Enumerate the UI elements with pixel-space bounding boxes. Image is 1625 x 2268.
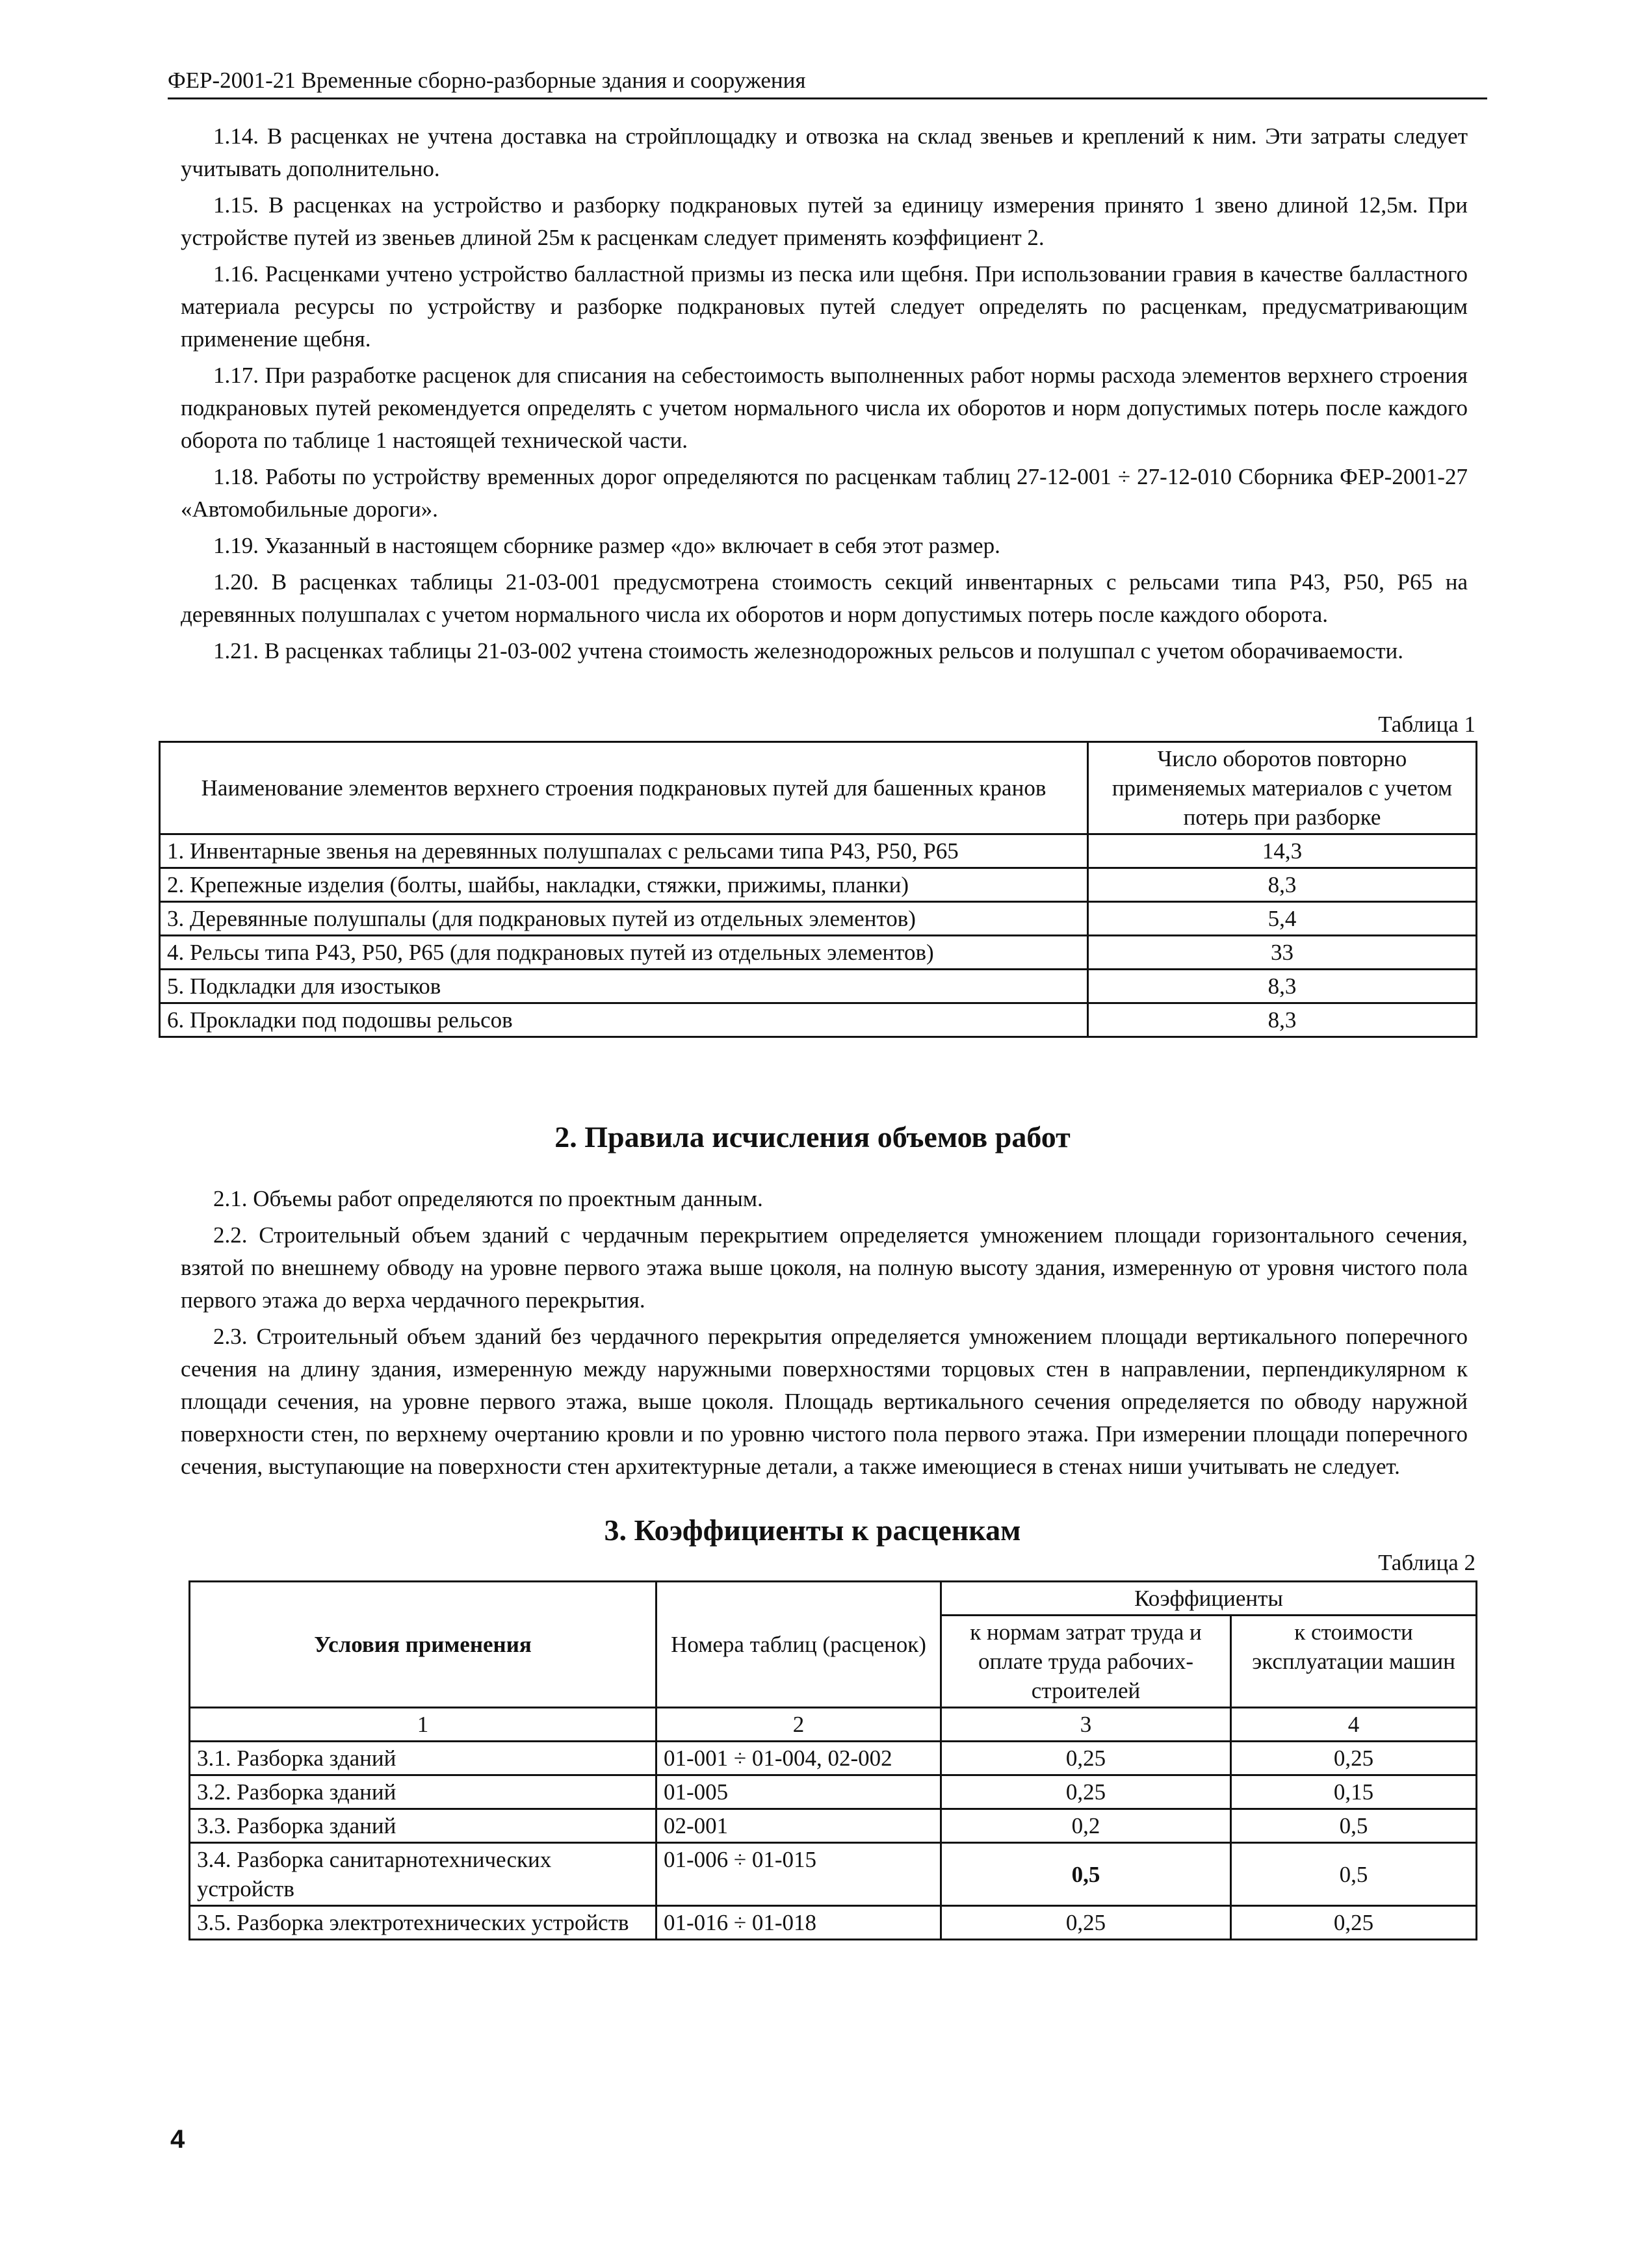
table1-header-value: Число оборотов повторно применяемых материалов с учетом потерь при разборке [1088, 742, 1477, 834]
table-2 [188, 1580, 1477, 1940]
table1-cell-value: 5,4 [1088, 902, 1477, 936]
table2-cell-condition: 3.3. Разборка зданий [190, 1809, 656, 1843]
table1-cell-name: 6. Прокладки под подошвы рельсов [160, 1003, 1088, 1037]
table2-header-row [190, 1582, 1477, 1616]
section-2-paragraphs [181, 1183, 1468, 1487]
paragraph-1-15: 1.15. В расценках на устройство и разборку подкрановых путей за единицу измерения принято 1 звено длиной 12,5м. При устройстве путей из звеньев длиной 25м к расценкам следует применять коэффициент 2. [181, 192, 1468, 250]
table1-cell-value: 8,3 [1088, 868, 1477, 902]
table-row [160, 1003, 1477, 1037]
table2-cell-machines: 0,25 [1231, 1742, 1477, 1775]
paragraph-1-21: 1.21. В расценках таблицы 21-03-002 учтена стоимость железнодорожных рельсов и полушпал с учетом оборачиваемости. [213, 638, 1404, 664]
table2-cell-tables: 02-001 [656, 1809, 941, 1843]
table1-cell-value: 8,3 [1088, 970, 1477, 1003]
table-1 [159, 741, 1477, 1038]
table1-cell-value: 8,3 [1088, 1003, 1477, 1037]
paragraph-1-18: 1.18. Работы по устройству временных дорог определяются по расценкам таблиц 27-12-001 ÷ 27-12-010 Сборника ФЕР-2001-27 «Автомобильные дороги». [181, 464, 1468, 522]
table2-numbering-row [190, 1708, 1477, 1742]
table2-cell-condition: 3.2. Разборка зданий [190, 1775, 656, 1809]
table1-header-row [160, 742, 1477, 834]
table-row [190, 1775, 1477, 1809]
paragraph-1-14: 1.14. В расценках не учтена доставка на стройплощадку и отвозка на склад звеньев и креплений к ним. Эти затраты следует учитывать дополнительно. [181, 123, 1468, 181]
section-3-title: 3. Коэффициенты к расценкам [604, 1514, 1021, 1547]
section-2-title: 2. Правила исчисления объемов работ [554, 1120, 1071, 1153]
paragraph-2-2: 2.2. Строительный объем зданий с чердачным перекрытием определяется умножением площади горизонтального сечения, взятой по внешнему обводу на уровне первого этажа выше цоколя, на полную высоту здания, измеренную от уровня чистого пола первого этажа до верха чердачного перекрытия. [181, 1222, 1468, 1313]
table2-cell-labor: 0,25 [941, 1906, 1231, 1940]
table-row [190, 1809, 1477, 1843]
table2-col-number: 1 [190, 1708, 656, 1742]
table2-cell-labor: 0,25 [941, 1775, 1231, 1809]
table2-cell-tables: 01-001 ÷ 01-004, 02-002 [656, 1742, 941, 1775]
table2-cell-tables: 01-006 ÷ 01-015 [656, 1843, 941, 1906]
table-row [190, 1906, 1477, 1940]
table-row [160, 936, 1477, 970]
paragraph-2-3: 2.3. Строительный объем зданий без чердачного перекрытия определяется умножением площади вертикального поперечного сечения на длину здания, измеренную между наружными поверхностями торцовых стен в направлении, перпендикулярном к площади сечения, на уровне первого этажа, выше цоколя. Площадь вертикального сечения определяется по обводу наружной поверхности стен, по верхнему очертанию кровли и по уровню чистого пола первого этажа. При измерении площади поперечного сечения, выступающие на поверхности стен архитектурные детали, а также имеющиеся в стенах ниши учитывать не следует. [181, 1324, 1468, 1479]
table-row [160, 902, 1477, 936]
table2-header-tables: Номера таблиц (расценок) [656, 1582, 941, 1708]
table2-cell-labor: 0,5 [941, 1843, 1231, 1906]
paragraph-2-1: 2.1. Объемы работ определяются по проектным данным. [213, 1186, 763, 1211]
table1-header-name: Наименование элементов верхнего строения подкрановых путей для башенных кранов [160, 742, 1088, 834]
table2-cell-condition: 3.4. Разборка санитарнотехнических устройств [190, 1843, 656, 1906]
table2-cell-machines: 0,5 [1231, 1843, 1477, 1906]
table1-cell-value: 14,3 [1088, 834, 1477, 868]
table-row [190, 1843, 1477, 1906]
table2-header-labor: к нормам затрат труда и оплате труда рабочих-строителей [941, 1616, 1231, 1708]
table2-cell-machines: 0,25 [1231, 1906, 1477, 1940]
paragraph-1-17: 1.17. При разработке расценок для списания на себестоимость выполненных работ нормы расхода элементов верхнего строения подкрановых путей рекомендуется определять с учетом нормального числа их оборотов и норм допустимых потерь после каждого оборота по таблице 1 настоящей технической части. [181, 363, 1468, 453]
top-paragraphs [181, 120, 1468, 671]
table1-cell-name: 2. Крепежные изделия (болты, шайбы, накладки, стяжки, прижимы, планки) [160, 868, 1088, 902]
table2-cell-condition: 3.1. Разборка зданий [190, 1742, 656, 1775]
table2-cell-labor: 0,25 [941, 1742, 1231, 1775]
table1-cell-name: 4. Рельсы типа Р43, Р50, Р65 (для подкрановых путей из отдельных элементов) [160, 936, 1088, 970]
table1-cell-name: 3. Деревянные полушпалы (для подкрановых путей из отдельных элементов) [160, 902, 1088, 936]
table2-col-number: 2 [656, 1708, 941, 1742]
table2-col-number: 4 [1231, 1708, 1477, 1742]
page-number: 4 [170, 2125, 185, 2154]
table-row [190, 1742, 1477, 1775]
table1-cell-value: 33 [1088, 936, 1477, 970]
running-header: ФЕР-2001-21 Временные сборно-разборные здания и сооружения [168, 65, 1487, 99]
table1-caption: Таблица 1 [1378, 712, 1476, 737]
table1-cell-name: 1. Инвентарные звенья на деревянных полушпалах с рельсами типа Р43, Р50, Р65 [160, 834, 1088, 868]
paragraph-1-16: 1.16. Расценками учтено устройство балластной призмы из песка или щебня. При использовании гравия в качестве балластного материала ресурсы по устройству и разборке подкрановых путей следует определять по расценкам, предусматривающим применение щебня. [181, 261, 1468, 352]
table2-header-conditions: Условия применения [190, 1582, 656, 1708]
table2-cell-tables: 01-016 ÷ 01-018 [656, 1906, 941, 1940]
paragraph-1-19: 1.19. Указанный в настоящем сборнике размер «до» включает в себя этот размер. [213, 533, 1000, 558]
table2-col-number: 3 [941, 1708, 1231, 1742]
table2-cell-machines: 0,15 [1231, 1775, 1477, 1809]
table2-cell-condition: 3.5. Разборка электротехнических устройств [190, 1906, 656, 1940]
table-row [160, 834, 1477, 868]
table2-header-coefficients: Коэффициенты [941, 1582, 1477, 1616]
table-row [160, 868, 1477, 902]
table2-cell-tables: 01-005 [656, 1775, 941, 1809]
table2-cell-labor: 0,2 [941, 1809, 1231, 1843]
paragraph-1-20: 1.20. В расценках таблицы 21-03-001 предусмотрена стоимость секций инвентарных с рельсами типа Р43, Р50, Р65 на деревянных полушпалах с учетом нормального числа их оборотов и норм допустимых потерь после каждого оборота. [181, 569, 1468, 627]
table2-header-machines: к стоимости эксплуатации машин [1231, 1616, 1477, 1708]
table1-cell-name: 5. Подкладки для изостыков [160, 970, 1088, 1003]
table-row [160, 970, 1477, 1003]
table2-cell-machines: 0,5 [1231, 1809, 1477, 1843]
table2-caption: Таблица 2 [1378, 1550, 1476, 1575]
